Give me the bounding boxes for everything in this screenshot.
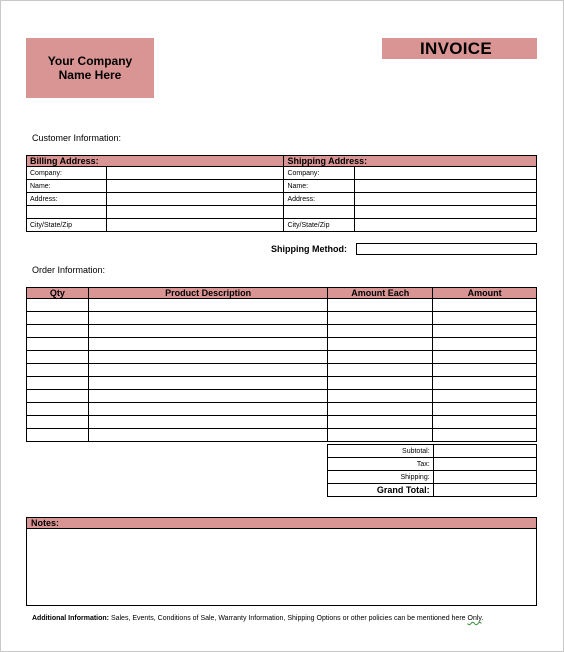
- table-row: [27, 351, 537, 364]
- additional-info-period: .: [481, 615, 484, 622]
- billing-city-field[interactable]: [106, 219, 284, 232]
- table-row: [27, 338, 537, 351]
- qty-cell[interactable]: [27, 338, 89, 351]
- qty-cell[interactable]: [27, 299, 89, 312]
- shipping-total-label: Shipping:: [328, 471, 434, 484]
- qty-cell[interactable]: [27, 364, 89, 377]
- amount-column-header: Amount: [433, 288, 537, 299]
- amount-cell[interactable]: [433, 338, 537, 351]
- amount-each-cell[interactable]: [328, 429, 433, 442]
- qty-cell[interactable]: [27, 351, 89, 364]
- description-cell[interactable]: [88, 364, 327, 377]
- additional-info-text: Sales, Events, Conditions of Sale, Warranty Information, Shipping Options or other policies can be mentioned here: [109, 615, 468, 622]
- billing-name-field[interactable]: [106, 180, 284, 193]
- description-cell[interactable]: [88, 338, 327, 351]
- qty-cell[interactable]: [27, 403, 89, 416]
- table-row: [27, 403, 537, 416]
- billing-company-field[interactable]: [106, 167, 284, 180]
- amount-each-cell[interactable]: [328, 364, 433, 377]
- amount-cell[interactable]: [433, 416, 537, 429]
- amount-each-cell[interactable]: [328, 390, 433, 403]
- table-row: [27, 364, 537, 377]
- subtotal-label: Subtotal:: [328, 445, 434, 458]
- table-row: [27, 416, 537, 429]
- amount-each-column-header: Amount Each: [328, 288, 433, 299]
- amount-cell[interactable]: [433, 325, 537, 338]
- description-column-header: Product Description: [88, 288, 327, 299]
- table-row: [27, 377, 537, 390]
- amount-each-cell[interactable]: [328, 338, 433, 351]
- shipping-address2-field[interactable]: [355, 206, 537, 219]
- description-cell[interactable]: [88, 390, 327, 403]
- billing-name-label: Name:: [27, 180, 107, 193]
- shipping-company-field[interactable]: [355, 167, 537, 180]
- amount-each-cell[interactable]: [328, 351, 433, 364]
- amount-each-cell[interactable]: [328, 403, 433, 416]
- grand-total-field[interactable]: [433, 484, 536, 497]
- amount-cell[interactable]: [433, 364, 537, 377]
- table-row: [27, 390, 537, 403]
- tax-field[interactable]: [433, 458, 536, 471]
- table-row: [27, 325, 537, 338]
- qty-cell[interactable]: [27, 312, 89, 325]
- billing-address2-field[interactable]: [106, 206, 284, 219]
- additional-info-only: Only: [467, 615, 482, 622]
- additional-info-label: Additional Information:: [32, 615, 109, 622]
- shipping-method-field[interactable]: [356, 243, 537, 255]
- address-table: [26, 155, 537, 232]
- shipping-total-field[interactable]: [433, 471, 536, 484]
- description-cell[interactable]: [88, 403, 327, 416]
- shipping-method-label: Shipping Method:: [271, 244, 347, 254]
- table-row: [27, 312, 537, 325]
- shipping-address2-label: [284, 206, 355, 219]
- shipping-address-label: Address:: [284, 193, 355, 206]
- table-row: [27, 299, 537, 312]
- amount-each-cell[interactable]: [328, 312, 433, 325]
- amount-each-cell[interactable]: [328, 325, 433, 338]
- billing-company-label: Company:: [27, 167, 107, 180]
- company-name: Your Company Name Here: [47, 54, 133, 82]
- totals-table: [327, 444, 537, 497]
- notes-header: Notes:: [27, 518, 536, 529]
- qty-cell[interactable]: [27, 416, 89, 429]
- amount-cell[interactable]: [433, 377, 537, 390]
- additional-information: [32, 615, 483, 622]
- qty-cell[interactable]: [27, 377, 89, 390]
- shipping-address-field[interactable]: [355, 193, 537, 206]
- subtotal-field[interactable]: [433, 445, 536, 458]
- notes-box: [26, 517, 537, 606]
- amount-cell[interactable]: [433, 299, 537, 312]
- amount-each-cell[interactable]: [328, 416, 433, 429]
- description-cell[interactable]: [88, 299, 327, 312]
- billing-address-field[interactable]: [106, 193, 284, 206]
- shipping-city-label: City/State/Zip: [284, 219, 355, 232]
- customer-info-label: Customer Information:: [32, 133, 122, 143]
- tax-label: Tax:: [328, 458, 434, 471]
- grand-total-label: Grand Total:: [328, 484, 434, 497]
- billing-address-header: Billing Address:: [27, 156, 284, 167]
- amount-cell[interactable]: [433, 429, 537, 442]
- shipping-name-label: Name:: [284, 180, 355, 193]
- order-table: [26, 287, 537, 442]
- description-cell[interactable]: [88, 429, 327, 442]
- amount-each-cell[interactable]: [328, 299, 433, 312]
- qty-cell[interactable]: [27, 429, 89, 442]
- shipping-company-label: Company:: [284, 167, 355, 180]
- description-cell[interactable]: [88, 377, 327, 390]
- qty-cell[interactable]: [27, 390, 89, 403]
- invoice-title: INVOICE: [382, 38, 537, 59]
- amount-cell[interactable]: [433, 312, 537, 325]
- description-cell[interactable]: [88, 325, 327, 338]
- order-info-label: Order Information:: [32, 265, 106, 275]
- shipping-name-field[interactable]: [355, 180, 537, 193]
- company-name-box[interactable]: [26, 38, 154, 98]
- billing-address2-label: [27, 206, 107, 219]
- description-cell[interactable]: [88, 312, 327, 325]
- description-cell[interactable]: [88, 351, 327, 364]
- amount-cell[interactable]: [433, 351, 537, 364]
- billing-address-label: Address:: [27, 193, 107, 206]
- amount-each-cell[interactable]: [328, 377, 433, 390]
- description-cell[interactable]: [88, 416, 327, 429]
- notes-field[interactable]: [27, 529, 536, 605]
- shipping-address-header: Shipping Address:: [284, 156, 537, 167]
- billing-city-label: City/State/Zip: [27, 219, 107, 232]
- qty-column-header: Qty: [27, 288, 89, 299]
- table-row: [27, 429, 537, 442]
- shipping-city-field[interactable]: [355, 219, 537, 232]
- amount-cell[interactable]: [433, 403, 537, 416]
- amount-cell[interactable]: [433, 390, 537, 403]
- qty-cell[interactable]: [27, 325, 89, 338]
